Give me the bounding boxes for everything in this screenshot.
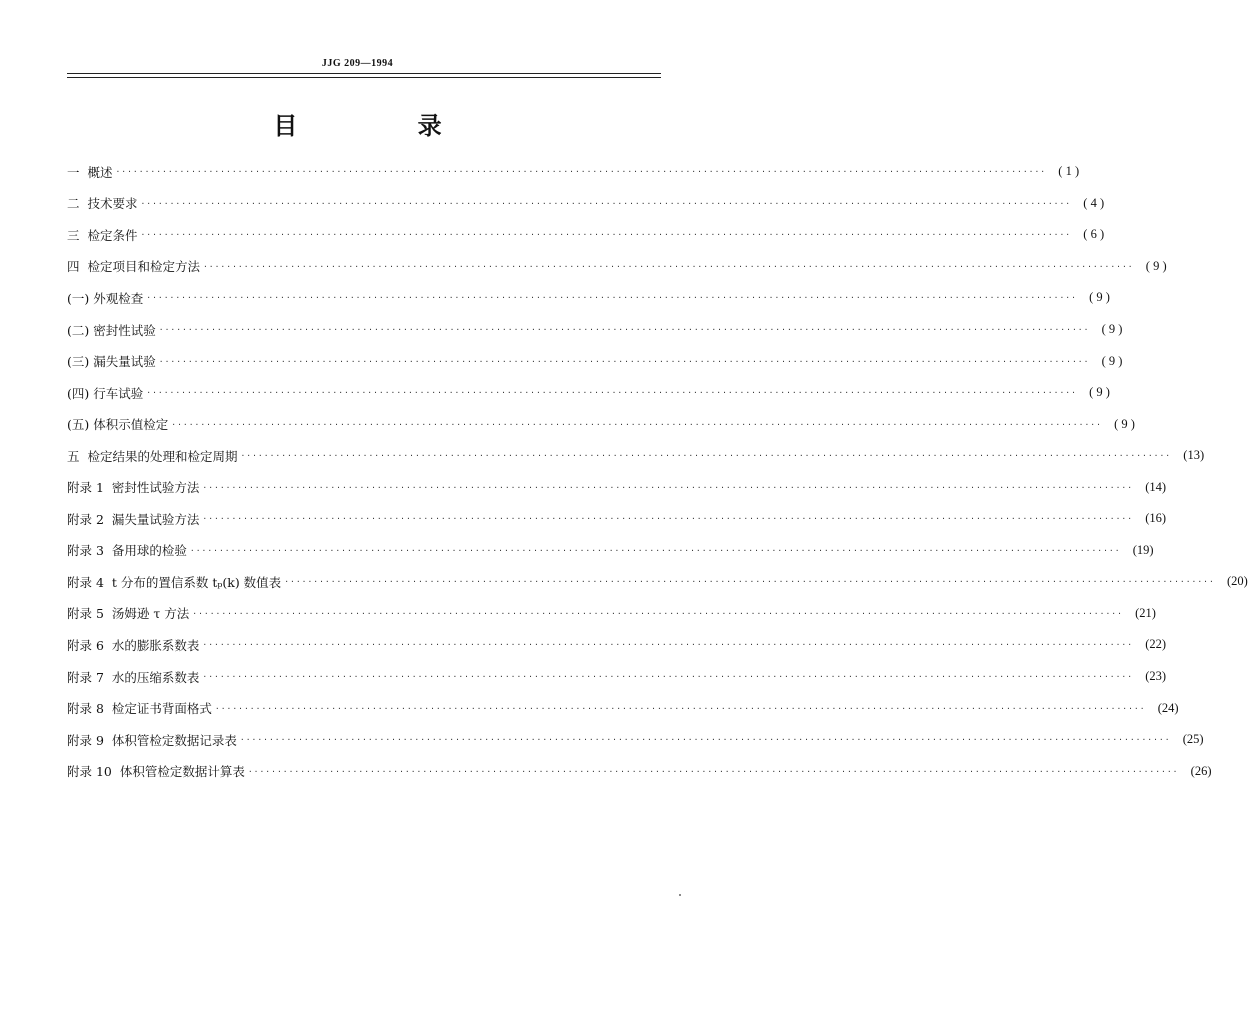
toc-entry [67, 282, 1110, 314]
toc-entry-number: (三) [67, 354, 90, 370]
toc-dot-leader: ································································································································································ [240, 451, 1172, 461]
toc-entry [67, 156, 1080, 188]
toc-entry-page: (24) [1157, 700, 1179, 715]
toc-dot-leader: ································································································································································ [115, 167, 1047, 177]
toc-entry-page: ( 9 ) [1101, 353, 1123, 368]
toc-entry-page: ( 9 ) [1145, 258, 1167, 273]
toc-entry-number: (五) [67, 417, 90, 433]
document-code-header: JJG 209—1994 [321, 58, 394, 69]
toc-dot-leader: ································································································································································ [171, 419, 1102, 429]
toc-entry-title: 检定结果的处理和检定周期 [87, 448, 238, 464]
toc-entry-spacer [104, 480, 112, 495]
toc-entry-title: 技术要求 [87, 196, 138, 212]
toc-entry [67, 566, 1248, 598]
toc-entry-number: 一 [67, 164, 80, 180]
header-rule-thick [67, 73, 661, 74]
toc-entry-spacer [104, 543, 112, 558]
toc-entry-page: ( 9 ) [1089, 290, 1110, 305]
toc-entry-title: 行车试验 [93, 385, 144, 401]
toc-entry [67, 661, 1167, 693]
toc-entry-title: 漏失量试验 [93, 354, 156, 370]
toc-entry-number: 附录 2 [67, 511, 104, 527]
toc-dot-leader: ································································································································································ [140, 198, 1072, 208]
toc-entry-spacer [80, 259, 88, 274]
toc-entry-page: (26) [1190, 763, 1212, 778]
toc-entry-spacer [104, 732, 112, 747]
toc-entry-spacer [104, 574, 112, 589]
toc-entry-page: (13) [1183, 448, 1205, 463]
toc-dot-leader: ································································································································································ [158, 325, 1090, 334]
toc-entry-title: 水的压缩系数表 [111, 669, 200, 685]
toc-entry [67, 755, 1212, 787]
toc-entry-number: 附录 7 [67, 669, 104, 685]
table-of-contents [67, 156, 1248, 787]
toc-entry-number: 五 [67, 448, 80, 464]
toc-entry [67, 724, 1204, 756]
toc-dot-leader: ································································································································································ [284, 577, 1215, 587]
scan-speck [679, 894, 681, 896]
toc-entry [67, 314, 1123, 346]
toc-entry-title: 水的膨胀系数表 [111, 637, 200, 653]
toc-entry-spacer [80, 164, 88, 179]
toc-entry-page: ( 9 ) [1101, 322, 1123, 336]
toc-entry-title: t 分布的置信系数 tₚ(k) 数值表 [111, 574, 282, 590]
toc-entry-spacer [104, 511, 112, 526]
toc-entry-title: 体积管检定数据计算表 [119, 764, 245, 780]
toc-entry-number: 附录 5 [67, 606, 104, 622]
toc-entry-page: (23) [1145, 669, 1167, 684]
toc-dot-leader: ································································································································································ [146, 388, 1077, 398]
toc-entry-page: (20) [1226, 574, 1248, 589]
toc-dot-leader: ································································································································································ [202, 261, 1134, 271]
toc-entry [67, 629, 1167, 661]
toc-entry [67, 503, 1167, 535]
toc-dot-leader: ································································································································································ [202, 640, 1134, 650]
toc-entry-number: 附录 4 [67, 574, 104, 590]
toc-entry-spacer [80, 227, 88, 242]
toc-dot-leader: ································································································································································ [189, 545, 1121, 555]
toc-entry-page: (16) [1145, 511, 1167, 526]
toc-entry-page: ( 6 ) [1083, 227, 1105, 242]
toc-entry [67, 692, 1179, 724]
toc-entry-spacer [80, 448, 88, 463]
toc-entry-title: 检定项目和检定方法 [87, 259, 200, 275]
toc-entry [67, 377, 1110, 409]
toc-entry-title: 密封性试验 [93, 322, 156, 338]
toc-dot-leader: ································································································································································ [214, 703, 1146, 713]
toc-entry-spacer [80, 196, 88, 211]
toc-entry-page: (22) [1145, 637, 1167, 652]
toc-dot-leader: ································································································································································ [146, 293, 1077, 303]
toc-entry-number: (二) [67, 322, 90, 338]
toc-entry-number: 三 [67, 227, 80, 243]
toc-entry-title: 检定证书背面格式 [111, 701, 212, 717]
toc-entry-title: 体积示值检定 [93, 417, 169, 433]
toc-entry [67, 440, 1205, 472]
toc-dot-leader: ································································································································································ [158, 356, 1090, 366]
page-title: 目 录 [273, 112, 498, 140]
toc-entry-title: 备用球的检验 [111, 543, 187, 559]
toc-entry-page: (14) [1145, 479, 1167, 494]
toc-entry-number: 附录 6 [67, 637, 104, 653]
toc-dot-leader: ································································································································································ [239, 735, 1171, 745]
toc-entry [67, 219, 1105, 251]
toc-entry-number: (一) [67, 290, 90, 306]
toc-entry-spacer [112, 764, 120, 779]
toc-entry-number: 附录 1 [67, 480, 104, 496]
toc-entry-spacer [104, 669, 112, 684]
toc-entry-number: (四) [67, 385, 90, 401]
toc-entry [67, 598, 1156, 630]
toc-entry-page: ( 9 ) [1114, 416, 1135, 431]
toc-entry-title: 密封性试验方法 [111, 480, 200, 496]
toc-dot-leader: ································································································································································ [247, 766, 1179, 776]
toc-entry-spacer [104, 606, 112, 621]
toc-entry-number: 附录 3 [67, 543, 104, 559]
toc-entry [67, 408, 1135, 440]
toc-dot-leader: ································································································································································ [140, 230, 1072, 240]
toc-entry [67, 471, 1167, 503]
toc-entry [67, 188, 1105, 220]
toc-entry-page: ( 9 ) [1089, 385, 1110, 400]
toc-dot-leader: ································································································································································ [202, 514, 1134, 524]
toc-entry-title: 外观检查 [93, 290, 144, 306]
toc-entry-title: 汤姆逊 τ 方法 [111, 606, 190, 622]
toc-entry [67, 251, 1167, 283]
toc-entry [67, 345, 1123, 377]
toc-entry-number: 附录 10 [67, 764, 112, 780]
toc-entry-number: 四 [67, 259, 80, 275]
toc-entry-title: 概述 [87, 164, 113, 180]
toc-entry-spacer [104, 637, 112, 652]
toc-entry-number: 附录 8 [67, 701, 104, 717]
toc-entry-spacer [104, 701, 112, 716]
header-rule-thin [67, 77, 661, 78]
toc-entry-page: (19) [1132, 542, 1154, 557]
toc-entry-title: 检定条件 [87, 227, 138, 243]
toc-dot-leader: ································································································································································ [192, 608, 1123, 618]
toc-entry-page: ( 4 ) [1083, 195, 1105, 210]
toc-entry-page: (21) [1135, 605, 1156, 620]
toc-entry [67, 535, 1154, 567]
toc-dot-leader: ································································································································································ [202, 482, 1134, 492]
toc-entry-number: 二 [67, 196, 80, 212]
toc-entry-number: 附录 9 [67, 732, 104, 748]
toc-dot-leader: ································································································································································ [202, 672, 1134, 682]
toc-entry-title: 体积管检定数据记录表 [111, 732, 237, 748]
toc-entry-title: 漏失量试验方法 [111, 511, 200, 527]
toc-entry-page: ( 1 ) [1058, 164, 1080, 179]
toc-entry-page: (25) [1182, 732, 1204, 747]
